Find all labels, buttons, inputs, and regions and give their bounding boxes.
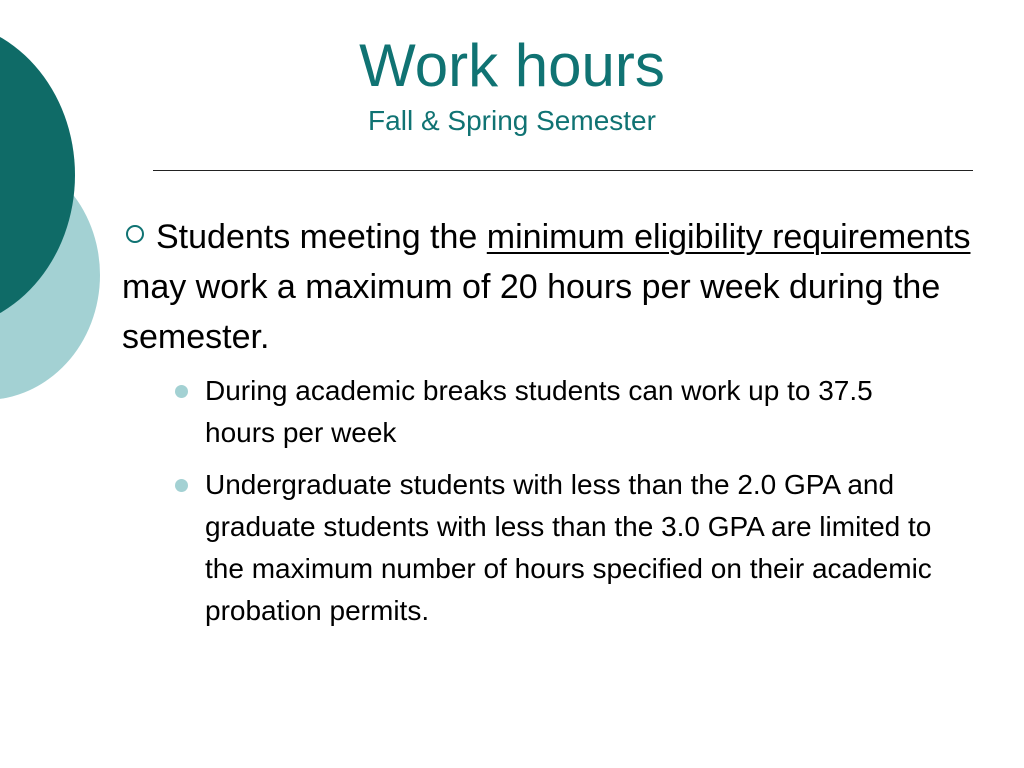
list-item — [122, 464, 950, 632]
eligibility-requirements-link[interactable]: minimum eligibility requirements — [486, 218, 971, 256]
sub-point-text: Undergraduate students with less than the 2.0 GPA and graduate students with less than the 3.0 GPA are limited to the maximum number of hours specified on their academic probation permits. — [205, 469, 932, 626]
sub-bullet-list — [122, 370, 972, 632]
hollow-circle-bullet-icon — [126, 225, 144, 243]
slide-subtitle: Fall & Spring Semester — [368, 105, 656, 136]
slide-body — [122, 212, 972, 642]
sub-point-text: During academic breaks students can work up to 37.5 hours per week — [205, 375, 873, 448]
main-point-text-after: may work a maximum of 20 hours per week during the semester. — [122, 268, 941, 356]
title-divider — [153, 170, 973, 171]
main-point-text-before: Students meeting the — [156, 218, 487, 256]
slide-title-block — [0, 30, 1024, 138]
dot-bullet-icon — [175, 479, 188, 492]
main-bullet-point — [122, 212, 972, 362]
list-item — [122, 370, 950, 454]
dot-bullet-icon — [175, 385, 188, 398]
slide-title: Work hours — [359, 32, 665, 99]
